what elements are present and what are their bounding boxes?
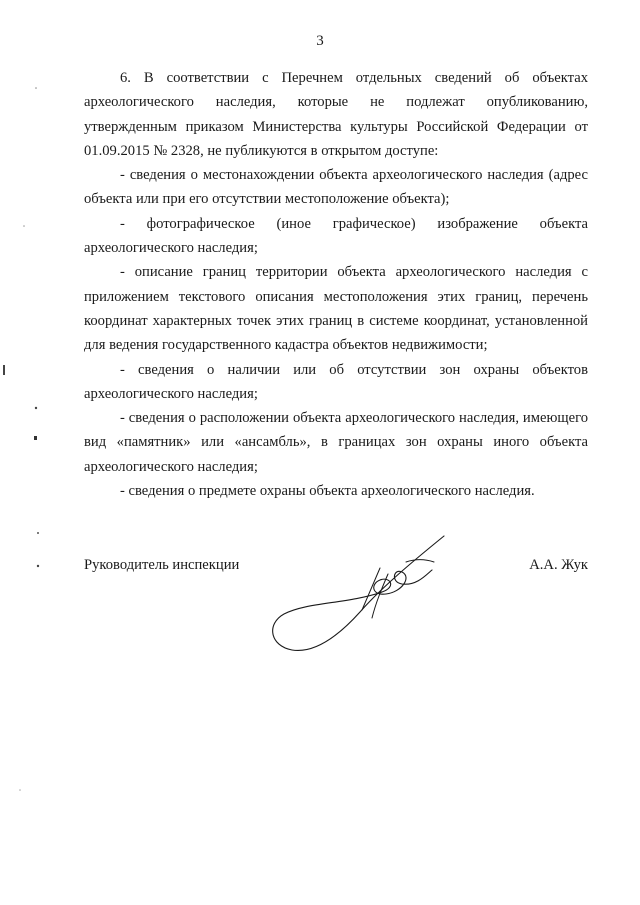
list-item-protection-subject: - сведения о предмете охраны объекта археологического наследия. [120, 483, 535, 500]
list-item-boundaries: - описание границ территории объекта археологического наследия с приложением текстового описания местоположения этих границ, перечень координат характерных точек этих границ в системе координат, установленной для ведения государственного кадастра объектов недвижимости; [84, 264, 588, 354]
signatory-name: А.А. Жук [529, 557, 588, 573]
paragraph-intro: 6. В соответствии с Перечнем отдельных сведений об объектах археологического наследия, которые не подлежат опубликованию, утвержденным приказом Министерства культуры Российской Федерации от 01.09.2015 № 2328, не публикуются в открытом доступе: [84, 70, 588, 159]
handwritten-signature [262, 532, 452, 662]
list-item-location: - сведения о местонахождении объекта археологического наследия (адрес объекта или при его отсутствии местоположение объекта); [84, 167, 588, 208]
document-body [84, 66, 588, 503]
list-item-location-in-zones: - сведения о расположении объекта археологического наследия, имеющего вид «памятник» или «ансамбль», в границах зон охраны иного объекта археологического наследия; [84, 410, 588, 475]
signatory-role: Руководитель инспекции [84, 557, 240, 573]
list-item-protection-zones: - сведения о наличии или об отсутствии зон охраны объектов археологического наследия; [84, 361, 588, 402]
page-number: 3 [316, 33, 324, 49]
list-item-photo: - фотографическое (иное графическое) изображение объекта археологического наследия; [84, 215, 588, 257]
